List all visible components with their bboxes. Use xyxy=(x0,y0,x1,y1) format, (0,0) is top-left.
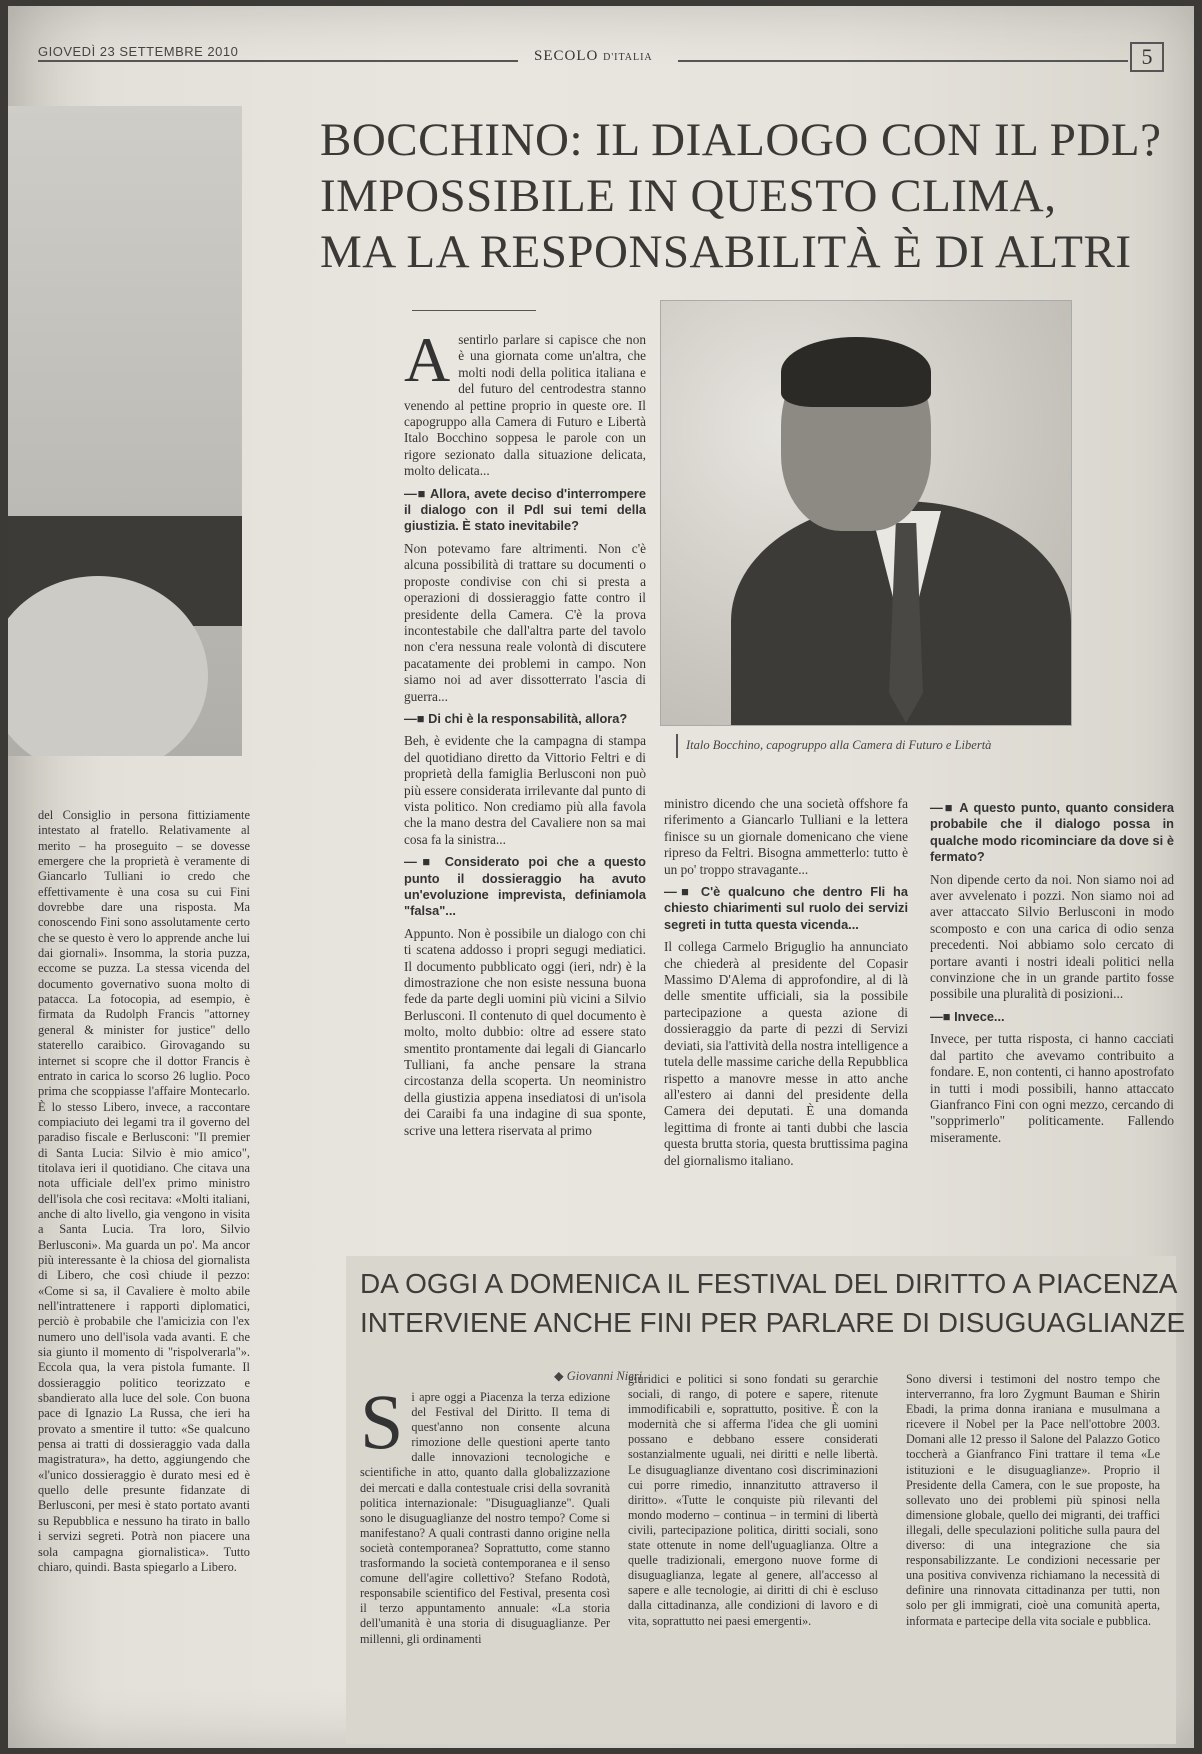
newspaper-name: SECOLO D'ITALIA xyxy=(534,48,653,64)
photo-caption: Italo Bocchino, capogruppo alla Camera di Futuro e Libertà xyxy=(686,738,992,752)
headline-line: IMPOSSIBILE IN QUESTO CLIMA, xyxy=(320,170,1057,222)
page-number: 5 xyxy=(1130,42,1164,72)
question: —■ Allora, avete deciso d'interrompere il dialogo con il Pdl sui temi della giustizia. È stato inevitabile? xyxy=(404,485,646,534)
question: —■ A questo punto, quanto considera probabile che il dialogo possa in qualche modo ricominciare da dove si è fermato? xyxy=(930,800,1174,865)
headline-line: BOCCHINO: IL DIALOGO CON IL PDL? xyxy=(320,114,1162,166)
main-headline xyxy=(320,112,1180,280)
question: —■ Di chi è la responsabilità, allora? xyxy=(404,710,628,726)
question: —■ C'è qualcuno che dentro Fli ha chiesto chiarimenti sul ruolo dei servizi segreti in tutta questa vicenda... xyxy=(664,884,908,932)
box-headline xyxy=(360,1264,1186,1342)
masthead-rule-right xyxy=(678,60,1128,62)
dropcap: A xyxy=(404,324,451,395)
headline-line: MA LA RESPONSABILITÀ È DI ALTRI xyxy=(320,226,1132,278)
bocchino-photo xyxy=(660,300,1072,726)
interview-column-2: ministro dicendo che una società offshore fa riferimento a Giancarlo Tulliani e la lettera finisce su un giornale domenicano che viene ripreso da Feltri. Bisogna ammetterlo: tutto è un po' troppo stravagante... —■ C'è qualcuno che dentro Fli ha chiesto chiarimenti sul ruolo dei servizi segreti in tutta questa vicenda... Il collega Carmelo Briguglio ha annunciato che chiederà al presidente del Copasir Massimo D'Alema di approfondire, al di là delle smentite ufficiali, sia la possibile partecipazione a questa azione di dossieraggio da parte di pezzi di Servizi deviati, sia l'attività della nostra intelligence a tutela delle massime cariche della Repubblica rispetto a manovre messe in atto anche all'estero ai danni del presidente della Camera dei deputati. È una domanda legittima di fronte ai tanti dubbi che lascia questa brutta storia, questa bruttissima pagina del giornalismo italiano. xyxy=(664,796,908,1168)
box-column-1: Si apre oggi a Piacenza la terza edizione del Festival del Diritto. Il tema di quest'anno non consente alcuna rimozione delle questioni aperte tanto dalle innovazioni tecnologiche e scientifiche in atto, quanto dalla globalizzazione dei mercati e dalla contestuale crisi della sovranità politica internazionale: "Disuguaglianze". Quali sono le disuguaglianze del nostro tempo? Come si manifestano? A quali contrasti danno origine nella società contemporanea? Soprattutto, come stanno trasformando la società contemporanea e il senso comune dell'agire collettivo? Stefano Rodotà, responsabile scientifico del Festival, presenta così il terzo appuntamento annuale: «La storia dell'umanità è una storia di disuguaglianze. Per millenni, gli ordinamenti xyxy=(360,1378,610,1646)
question: —■ Considerato poi che a questo punto il dossieraggio ha avuto un'evoluzione imprevista, definiamola "falsa"... xyxy=(404,854,646,919)
caption-rule xyxy=(676,734,678,758)
interview-column-3: —■ A questo punto, quanto considera probabile che il dialogo possa in qualche modo ricominciare da dove si è fermato? Non dipende certo da noi. Non siamo noi ad aver avvelenato i pozzi. Non siamo noi ad aver attaccato Silvio Berlusconi in modo scomposto e con una carica di odio senza precedenti. Noi abbiamo solo cercato di portare avanti i nostri ideali politici nella convinzione che in un grande partito fosse possibile una pluralità di posizioni... —■ Invece... Invece, per tutta risposta, ci hanno cacciati dal partito che avevamo contribuito a fondare. E, non contenti, ci hanno apostrofato in tutti i modi possibili, hanno attaccato Gianfranco Fini con ogni mezzo, cercando di "sopprimerlo" politicamente. Fallendo miseramente. xyxy=(930,800,1174,1145)
festival-article-box xyxy=(346,1256,1186,1744)
dropcap: S xyxy=(360,1378,404,1465)
newspaper-page xyxy=(8,6,1194,1748)
byline-rule xyxy=(412,310,536,311)
box-column-3: Sono diversi i testimoni del nostro tempo che interverranno, fra loro Zygmunt Bauman e Shirin Ebadi, la prima donna iraniana e musulmana a ricevere il Nobel per la Pace nell'ottobre 2003. Domani alle 12 presso il Salone del Palazzo Gotico toccherà a Gianfranco Fini trattare il tema «Le istituzioni e le disuguaglianze». Proprio il Presidente della Camera, con le sue proposte, ha sollevato uno dei problemi più spinosi nella dimensione globale, quello dei migranti, dei traffici illegali, delle speculazioni politiche sulla paura del diverso: di una integrazione che sia responsabilizzante. Le condizioni necessarie per una positiva convivenza richiamano la necessità di definire una rinnovata cittadinanza per tutti, non solo per gli immigrati, cioè una comunità aperta, informata e partecipe della vita sociale e pubblica. xyxy=(906,1372,1160,1628)
box-byline: ◆ Giovanni Nieri xyxy=(554,1369,643,1383)
issue-date: GIOVEDÌ 23 SETTEMBRE 2010 xyxy=(38,44,239,59)
masthead xyxy=(38,40,1168,80)
left-photo xyxy=(8,106,242,756)
headline-line: DA OGGI A DOMENICA IL FESTIVAL DEL DIRITTO A PIACENZA xyxy=(360,1268,1178,1299)
question: —■ Invece... xyxy=(930,1008,1005,1024)
headline-line: INTERVIENE ANCHE FINI PER PARLARE DI DISUGUAGLIANZE xyxy=(360,1307,1186,1338)
masthead-rule-left xyxy=(38,60,518,62)
interview-column-1: Asentirlo parlare si capisce che non è una giornata come un'altra, che molti nodi della politica italiana e del futuro del centrodestra stanno venendo al pettine proprio in queste ore. Il capogruppo alla Camera di Futuro e Libertà Italo Bocchino soppesa le parole con un rigore sezionato dalla situazione delicata, molto delicata... —■ Allora, avete deciso d'interrompere il dialogo con il Pdl sui temi della giustizia. È stato inevitabile? Non potevamo fare altrimenti. Non c'è alcuna possibilità di trattare su documenti o proposte condivise con chi si presta a operazioni di dossieraggio fatte contro il presidente della Camera. C'è la prova incontestabile che dall'altra parte del tavolo non c'era nessuna reale volontà di discutere pacatamente dei problemi in campo. Non siamo noi ad aver dissotterrato l'ascia di guerra... —■ Di chi è la responsabilità, allora? Beh, è evidente che la campagna di stampa del quotidiano diretto da Vittorio Feltri e di proprietà della famiglia Berlusconi non può più essere considerata irrilevante dal punto di vista politico. Non crediamo più alla favola che la mano destra del Cavaliere non sa mai cosa fa la sinistra... —■ Considerato poi che a questo punto il dossieraggio ha avuto un'evoluzione imprevista, definiamola "falsa"... Appunto. Non è possibile un dialogo con chi ti scatena addosso i propri segugi mediatici. Il documento pubblicato oggi (ieri, ndr) è la dimostrazione che non esiste nessuna buona fede da parte degli uomini più vicini a Silvio Berlusconi. Il contenuto di quel documento è molto, molto dubbio: oltre ad essere stato smentito prontamente dai legali di Giancarlo Tulliani, fa anche pensare la strana circostanza della scoperta. Un neoministro della giustizia appena insediatosi di un'isola dei Caraibi fa una indagine di sua sponte, scrive una lettera riservata al primo xyxy=(404,324,646,1138)
box-column-2: giuridici e politici si sono fondati su gerarchie sociali, di rango, di potere e sapere, ritenute immodificabili e, soprattutto, positive. È con la modernità che si afferma l'idea che gli uomini possano e debbano essere considerati sostanzialmente uguali, nei diritti e nelle libertà. Le disuguaglianze diventano così discriminazioni cui porre rimedio, innanzitutto attraverso il diritto». «Tutte le conquiste più rilevanti del mondo moderno ‒ continua ‒ in termini di libertà civili, partecipazione politica, diritti sociali, sono state ottenute in nome dell'uguaglianza. Oltre a quelle tradizionali, emergono nuove forme di disuguaglianza, legate al genere, all'accesso al sapere e alle tecnologie, ai diritti di chi è escluso dalla cittadinanza, alle condizioni di lavoro e di vita, soprattutto nei paesi emergenti». xyxy=(628,1372,878,1628)
left-column-text: del Consiglio in persona fittiziamente intestato al fratello. Relativamente al merito ‒ ha proseguito ‒ se dovesse emergere che la proprietà è veramente di Giancarlo Tulliani io credo che effettivamente è una cosa su cui Fini dovrebbe dare una risposta. Ma conoscendo Fini sono assolutamente certo che se questo è vero lo apprende anche lui dai giornali». Insomma, la storia puzza, eccome se puzza. La stessa vicenda del documento governativo suona molto di patacca. La fotocopia, ad esempio, è firmata da Rudolph Francis "attorney general & minister for justice" dello staterello caraibico. Girovagando su internet si scopre che il dottor Francis è entrato in carica lo scorso 26 luglio. Poco prima che scoppiasse l'affaire Montecarlo. È lo stesso Libero, invece, a raccontare compiaciuto dei legami tra il governo del paradiso fiscale e Berlusconi: "Il premier di Santa Lucia: Silvio è mio amico", titolava ieri il quotidiano. Che citava una nota ufficiale dell'ex primo ministro dell'isola che così recitava: «Molti italiani, anche di alto livello, gia vengono in visita a Santa Lucia. Tra loro, Silvio Berlusconi». Ma guarda un po'. Ma ancor più interessante è la chiosa del giornalista di Libero, che così chiude il pezzo: «Come si sa, il Cavaliere è molto abile nell'intrattenere i rapporti diplomatici, perciò è probabile che l'amicizia con l'ex numero uno dell'isola vada avanti. E che sia giunto il momento di "rispolverarla"». Eccola qua, la vera pistola fumante. Il dossieraggio politico teorizzato e sbandierato alla luce del sole. Con buona pace di Ignazio La Russa, che ieri ha provato a smentire il tutto: «Se qualcuno pensa ai tratti di dossieraggio vada dalla magistratura», ha detto, aggiungendo che «l'unico dossieraggio è durato mesi ed è quello delle presunte fidanzate di Berlusconi, per mesi è stato portato avanti su Repubblica e nessuno ha tirato in ballo i servizi segreti. Potrà non piacere una sola campagna giornalistica». Tutto chiaro, quindi. Basta spiegarlo a Libero. xyxy=(38,808,250,1574)
